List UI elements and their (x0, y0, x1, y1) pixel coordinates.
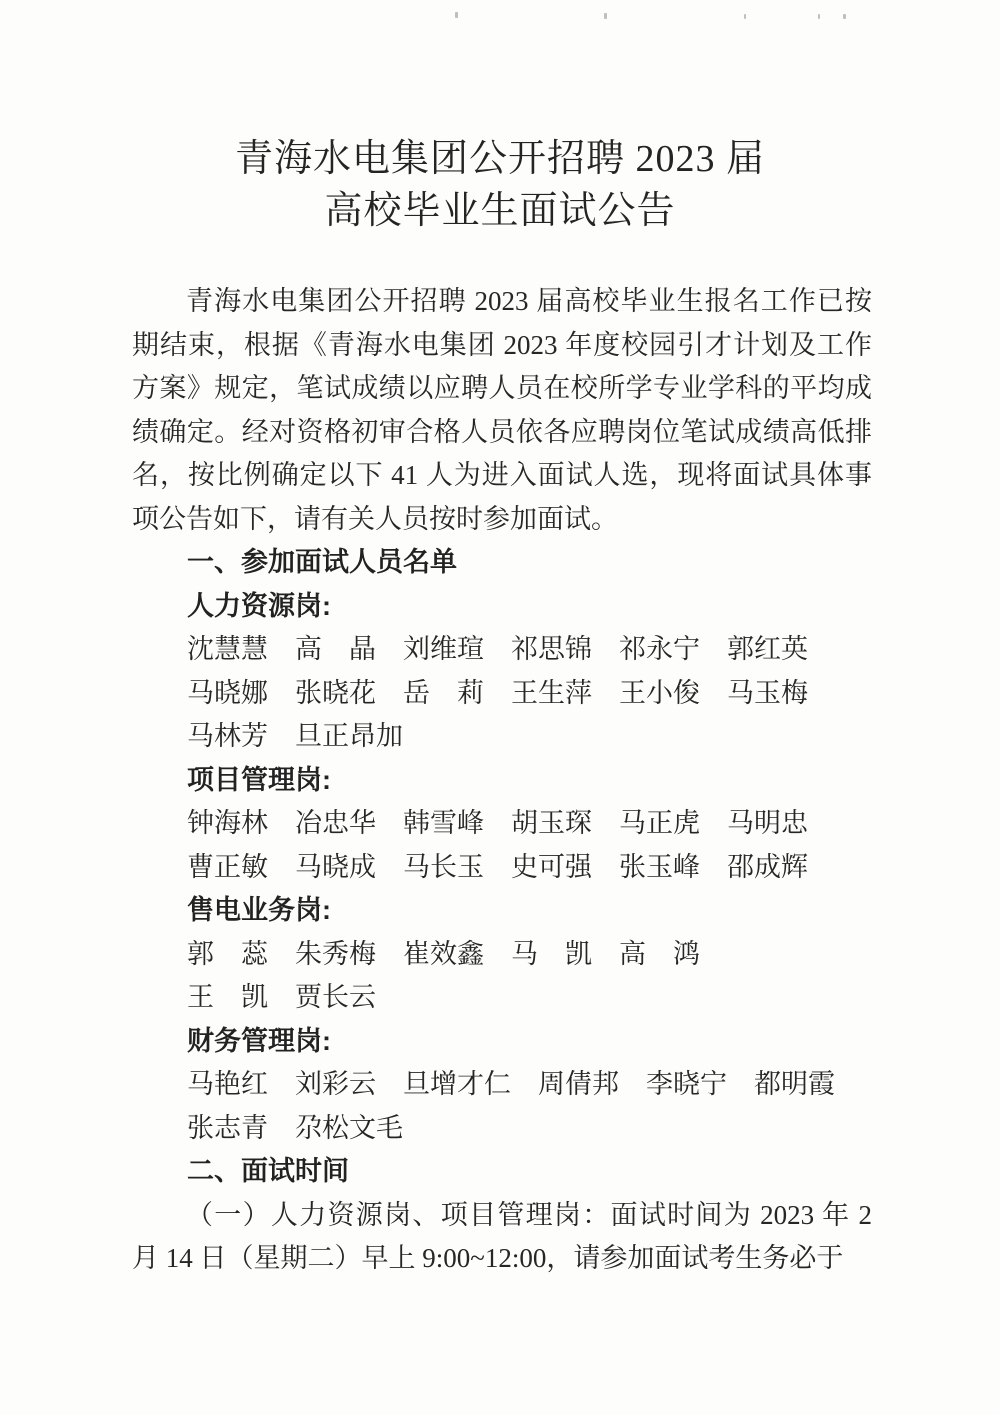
candidate-name: 郭红英 (727, 634, 808, 664)
intro-line: 名，按比例确定以下 41 人为进入面试人选，现将面试具体事 (132, 460, 872, 490)
name-row (132, 1107, 872, 1151)
category-label: 财务管理岗: (187, 1025, 331, 1056)
name-row (132, 976, 872, 1020)
interview-time-line: 月 14 日（星期二）早上 9:00~12:00，请参加面试考生务必于 (132, 1243, 844, 1273)
category-label: 售电业务岗: (187, 895, 331, 925)
document-title (0, 133, 1000, 237)
candidate-name: 沈慧慧 (187, 634, 268, 664)
candidate-name: 钟海林 (187, 808, 268, 838)
candidate-name: 高 鸿 (619, 938, 700, 969)
candidate-name: 高 晶 (295, 634, 376, 664)
roster-body (132, 585, 872, 1151)
candidate-name: 王 凯 (187, 982, 268, 1012)
candidate-name: 马艳红 (187, 1069, 268, 1099)
candidate-name: 刘维瑄 (403, 634, 484, 664)
candidate-name: 胡玉琛 (511, 808, 592, 838)
name-row (132, 1063, 872, 1107)
candidate-name: 李晓宁 (646, 1069, 727, 1099)
interview-time-line: （一）人力资源岗、项目管理岗：面试时间为 2023 年 2 (186, 1199, 872, 1230)
name-row (132, 628, 872, 672)
candidate-name: 曹正敏 (187, 851, 268, 882)
candidate-name: 尕松文毛 (295, 1112, 403, 1143)
candidate-name: 王生萍 (511, 677, 592, 708)
category-label: 项目管理岗: (187, 764, 331, 795)
interview-time-body (132, 1194, 872, 1281)
candidate-name: 贾长云 (295, 982, 376, 1012)
intro-line: 项公告如下，请有关人员按时参加面试。 (132, 503, 618, 534)
section-two-heading: 二、面试时间 (187, 1156, 349, 1186)
candidate-name: 张玉峰 (619, 851, 700, 882)
candidate-name: 崔效鑫 (403, 938, 484, 969)
candidate-name: 王小俊 (619, 677, 700, 708)
candidate-name: 岳 莉 (403, 677, 484, 708)
candidate-name: 马玉梅 (727, 677, 808, 708)
title-line-1: 青海水电集团公开招聘 2023 届 (234, 138, 765, 180)
intro-line: 青海水电集团公开招聘 2023 届高校毕业生报名工作已按 (186, 286, 872, 316)
name-row (132, 672, 872, 716)
name-row (132, 802, 872, 846)
candidate-name: 旦正昂加 (295, 721, 403, 751)
scan-artifact (744, 14, 746, 19)
section-one-heading: 一、参加面试人员名单 (187, 547, 457, 577)
intro-paragraph (132, 280, 872, 541)
candidate-name: 史可强 (511, 851, 592, 882)
candidate-name: 马林芳 (187, 721, 268, 751)
name-row (132, 715, 872, 759)
candidate-name: 旦增才仁 (403, 1069, 511, 1099)
candidate-name: 马正虎 (619, 808, 700, 838)
scan-artifact (455, 12, 458, 18)
title-line-2: 高校毕业生面试公告 (324, 190, 676, 232)
candidate-name: 马明忠 (727, 808, 808, 838)
candidate-name: 周倩邦 (538, 1069, 619, 1099)
candidate-name: 张志青 (187, 1112, 268, 1143)
candidate-name: 祁永宁 (619, 634, 700, 664)
document-body (132, 280, 872, 1281)
candidate-name: 马长玉 (403, 851, 484, 882)
candidate-name: 马晓娜 (187, 677, 268, 708)
candidate-name: 张晓花 (295, 677, 376, 708)
scan-artifact (818, 14, 820, 19)
name-row (132, 846, 872, 890)
category-label: 人力资源岗: (187, 590, 331, 621)
intro-line: 绩确定。经对资格初审合格人员依各应聘岗位笔试成绩高低排 (132, 416, 872, 447)
candidate-name: 朱秀梅 (295, 938, 376, 969)
candidate-name: 冶忠华 (295, 808, 376, 838)
candidate-name: 都明霞 (754, 1069, 835, 1099)
scan-artifact (604, 13, 607, 19)
intro-line: 方案》规定，笔试成绩以应聘人员在校所学专业学科的平均成 (132, 373, 872, 403)
candidate-name: 祁思锦 (511, 634, 592, 664)
scan-artifact (843, 14, 846, 19)
candidate-name: 邵成辉 (727, 851, 808, 882)
candidate-name: 郭 蕊 (187, 938, 268, 969)
intro-line: 期结束，根据《青海水电集团 2023 年度校园引才计划及工作 (132, 329, 872, 360)
candidate-name: 韩雪峰 (403, 808, 484, 838)
candidate-name: 刘彩云 (295, 1069, 376, 1099)
candidate-name: 马晓成 (295, 851, 376, 882)
candidate-name: 马 凯 (511, 938, 592, 969)
name-row (132, 933, 872, 977)
